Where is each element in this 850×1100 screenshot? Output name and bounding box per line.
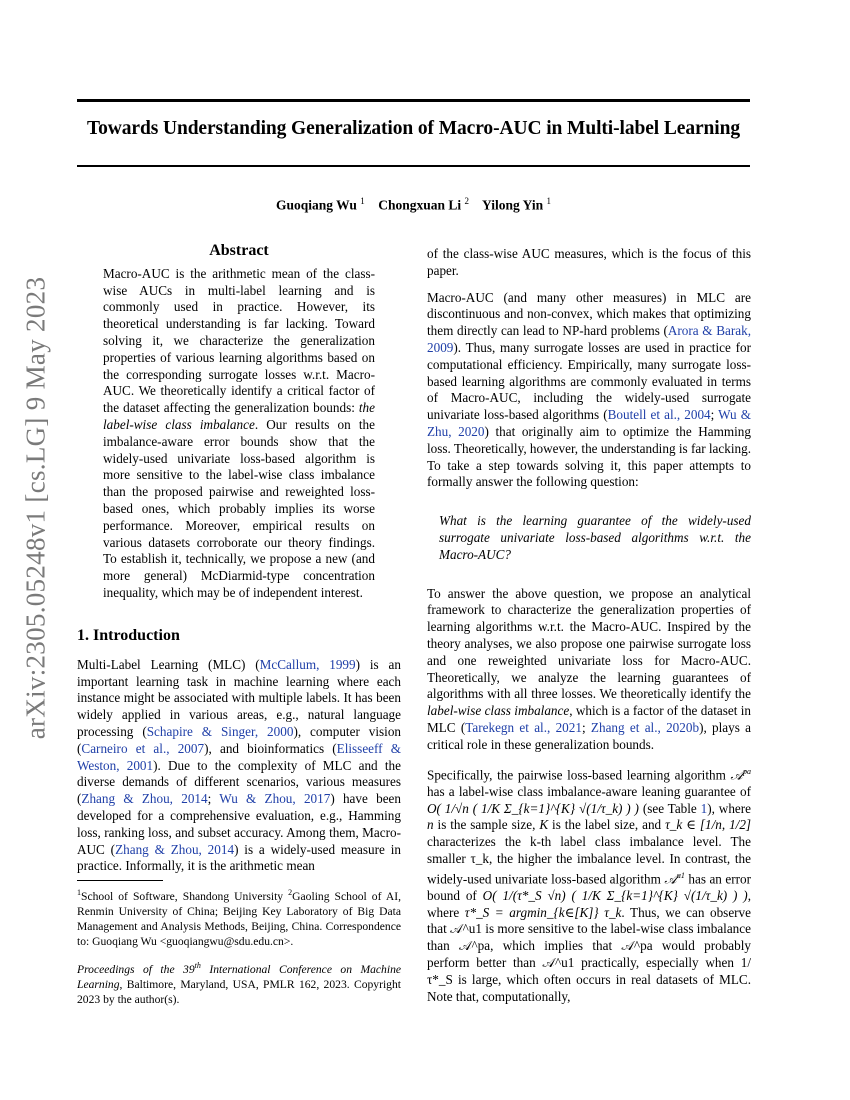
footnote-rule — [77, 880, 163, 881]
citation-link[interactable]: McCallum, 1999 — [259, 656, 356, 672]
abstract-section — [103, 243, 375, 612]
abstract-text: Macro-AUC is the arithmetic mean of the class-wise AUCs in multi-label learning and is commonly used in practice. However, its theoretical understanding is far lacking. Toward solving it, we characterize the generalization properties of various learning algorithms based on the corresponding surrogate losses w.r.t. Macro-AUC. We theoretically identify a critical factor of the dataset affecting the generalization bounds: the label-wise class imbalance. Our results on the imbalance-aware error bounds show that the widely-used univariate loss-based algorithm is more sensitive to the label-wise class imbalance than the proposed pairwise and reweighted loss-based ones, which probably implies its worse performance. Moreover, empirical results on various datasets corroborate our theory findings. To establish it, technically, we propose a new (and more general) McDiarmid-type concentration inequality, which may be of independent interest. — [103, 265, 375, 600]
citation-link[interactable]: Carneiro et al., 2007 — [81, 740, 205, 756]
paper-title: Towards Understanding Generalization of Macro-AUC in Multi-label Learning — [87, 118, 740, 139]
author-name: Guoqiang Wu — [275, 197, 357, 213]
author-affiliation: 1 — [546, 196, 552, 206]
intro-left-column — [77, 628, 401, 885]
footnote-proceedings: Proceedings of the 39th International Conference on Machine Learning, Baltimore, Maryland, USA, PMLR 162, 2023. Copyright 2023 by the author(s). — [77, 961, 402, 1007]
citation-link[interactable]: Zhang & Zhou, 2014 — [115, 841, 235, 857]
citation-link[interactable]: Elisseeff & Weston, 2001 — [77, 740, 402, 773]
intro-paragraph-4: Specifically, the pairwise loss-based learning algorithm 𝒜$^{pa}$ has a label-wise class imbalance-aware leaning guarantee of O( 1/√n ( 1/K Σ_{k=1}^{K} √(1/τ_k) ) ) (see Table 1), where n is the sample size, K is the label size, and τ_k ∈ [1/n, 1/2] characterizes the k-th label class imbalance level. The smaller τ_k, the higher the imbalance level. In contrast, the widely-used univariate loss-based algorithm 𝒜$^{u1}$ has an error bound of O( 1/(τ*_S √n) ( 1/K Σ_{k=1}^{K} √(1/τ_k) ) ), where τ*_S = argmin_{k∈[K]} τ_k. Thus, we can observe that 𝒜^u1 is more sensitive to the label-wise class imbalance than 𝒜^pa, which implies that 𝒜^pa would probably perform better than 𝒜^u1 practically, especially when 1/τ*_S is large, which often occurs in real datasets of MLC. Note that, computationally, — [427, 766, 752, 1004]
citation-link[interactable]: Arora & Barak, 2009 — [427, 323, 751, 355]
bound-formula: O( 1/(τ*_S √n) ( 1/K Σ_{k=1}^{K} √(1/τ_k) ) ) — [482, 887, 748, 903]
citation-link[interactable]: Boutell et al., 2004 — [607, 407, 711, 423]
citation-link[interactable]: Zhang & Zhou, 2014 — [81, 791, 208, 807]
author-name: Yilong Yin — [482, 197, 544, 213]
author-affiliation: 2 — [464, 196, 470, 206]
citation-link[interactable]: Wu & Zhu, 2020 — [427, 407, 751, 439]
author-affiliation: 1 — [360, 196, 365, 206]
intro-heading: 1. Introduction — [77, 627, 180, 644]
citation-link[interactable]: Schapire & Singer, 2000 — [146, 723, 294, 739]
author-name: Chongxuan Li — [378, 197, 462, 213]
intro-paragraph-2: Macro-AUC (and many other measures) in MLC are discontinuous and non-convex, which makes that optimizing them directly can lead to NP-hard problems (Arora & Barak, 2009). Thus, many surrogate losses are used in practice for computational efficiency. Empirically, many surrogate loss-based learning algorithms are commonly evaluated in terms of Macro-AUC, including the widely-used surrogate univariate loss-based algorithms (Boutell et al., 2004; Wu & Zhu, 2020) that originally aim to optimize the Hamming loss. Theoretically, however, the understanding is far lacking. To take a step towards solving it, this paper attempts to formally answer the following question: — [427, 289, 751, 490]
title-rule — [77, 165, 750, 167]
footnote-affiliations: $^1$School of Software, Shandong University $^2$Gaoling School of AI, Renmin University of China; Beijing Key Laboratory of Big Data Management and Analysis Methods, Beijing, China. Correspondence to: Guoqiang Wu <guoqiangwu@sdu.edu.cn>. — [77, 888, 401, 949]
arxiv-sidebar — [22, 268, 50, 748]
citation-link[interactable]: Tarekegn et al., 2021 — [465, 719, 582, 735]
citation-link[interactable]: Wu & Zhou, 2017 — [219, 791, 331, 807]
intro-paragraph-3: To answer the above question, we propose an analytical framework to characterize the generalization properties of learning algorithms w.r.t. the Macro-AUC. Inspired by the theory analyses, we also propose one pairwise surrogate loss and one reweighted univariate loss for Macro-AUC. Theoretically, we analyze the learning guarantees of algorithms with all three losses. We theoretically identify the label-wise class imbalance, which is a factor of the dataset in MLC (Tarekegn et al., 2021; Zhang et al., 2020b), plays a critical role in these generalization bounds. — [427, 585, 752, 752]
author-list — [77, 196, 750, 214]
citation-link[interactable]: Zhang et al., 2020b — [590, 719, 700, 735]
intro-right-column — [427, 246, 751, 1015]
intro-paragraph-1: Multi-Label Learning (MLC) (McCallum, 1999) is an important learning task in machine learning where each instance might be associated with multiple labels. It has been widely applied in various areas, e.g., natural language processing (Schapire & Singer, 2000), computer vision (Carneiro et al., 2007), and bioinformatics (Elisseeff & Weston, 2001). Due to the complexity of MLC and the diverse demands of different scenarios, various measures (Zhang & Zhou, 2014; Wu & Zhou, 2017) have been developed for a comprehensive evaluation, e.g., Hamming loss, ranking loss, and subset accuracy. Among them, Macro-AUC (Zhang & Zhou, 2014) is a widely-used measure in practice. Informally, it is the arithmetic mean — [77, 656, 402, 874]
top-rule — [77, 99, 750, 102]
arxiv-identifier: arXiv:2305.05248v1 [cs.LG] 9 May 2023 — [20, 276, 51, 740]
intro-paragraph-continued: of the class-wise AUC measures, which is the focus of this paper. — [427, 246, 751, 278]
bound-formula: O( 1/√n ( 1/K Σ_{k=1}^{K} √(1/τ_k) ) ) — [427, 800, 639, 816]
table-reference-link[interactable]: 1 — [700, 800, 708, 816]
research-question: What is the learning guarantee of the widely-used surrogate univariate loss-based algorithms w.r.t. the Macro-AUC? — [439, 513, 751, 562]
abstract-heading: Abstract — [209, 242, 269, 259]
